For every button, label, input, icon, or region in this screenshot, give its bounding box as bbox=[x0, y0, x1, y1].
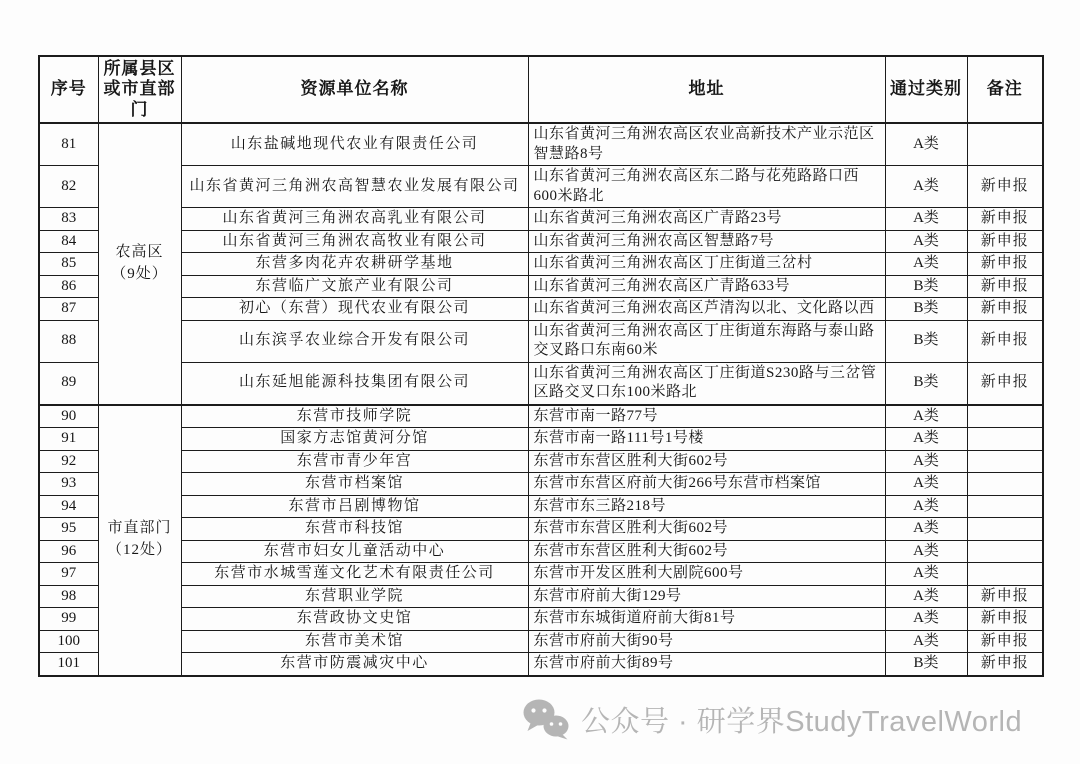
cell-seq: 82 bbox=[39, 166, 98, 208]
col-header-remark: 备注 bbox=[967, 56, 1043, 123]
cell-address: 东营市东三路218号 bbox=[528, 495, 885, 518]
table-row bbox=[39, 653, 1043, 676]
cell-seq: 81 bbox=[39, 123, 98, 166]
cell-seq: 92 bbox=[39, 450, 98, 473]
cell-remark: 新申报 bbox=[967, 320, 1043, 362]
cell-unit-name: 国家方志馆黄河分馆 bbox=[181, 428, 528, 451]
cell-seq: 101 bbox=[39, 653, 98, 676]
cell-address: 东营市南一路77号 bbox=[528, 405, 885, 428]
cell-remark: 新申报 bbox=[967, 253, 1043, 276]
cell-address: 东营市东营区胜利大街602号 bbox=[528, 518, 885, 541]
table-row bbox=[39, 405, 1043, 428]
table-row bbox=[39, 253, 1043, 276]
cell-unit-name: 山东省黄河三角洲农高牧业有限公司 bbox=[181, 230, 528, 253]
cell-category: A类 bbox=[885, 253, 967, 276]
cell-unit-name: 山东盐碱地现代农业有限责任公司 bbox=[181, 123, 528, 166]
cell-seq: 87 bbox=[39, 298, 98, 321]
table-row bbox=[39, 630, 1043, 653]
cell-unit-name: 东营市水城雪莲文化艺术有限责任公司 bbox=[181, 563, 528, 586]
cell-group-label: 农高区 （9处） bbox=[98, 123, 181, 405]
cell-unit-name: 山东省黄河三角洲农高乳业有限公司 bbox=[181, 208, 528, 231]
cell-remark: 新申报 bbox=[967, 608, 1043, 631]
cell-address: 东营市南一路111号1号楼 bbox=[528, 428, 885, 451]
cell-seq: 99 bbox=[39, 608, 98, 631]
table-row bbox=[39, 540, 1043, 563]
cell-unit-name: 东营市美术馆 bbox=[181, 630, 528, 653]
cell-unit-name: 东营市吕剧博物馆 bbox=[181, 495, 528, 518]
cell-unit-name: 东营市技师学院 bbox=[181, 405, 528, 428]
table-row bbox=[39, 166, 1043, 208]
table-row bbox=[39, 473, 1043, 496]
table-row bbox=[39, 495, 1043, 518]
cell-seq: 100 bbox=[39, 630, 98, 653]
cell-address: 东营市府前大街129号 bbox=[528, 585, 885, 608]
cell-seq: 94 bbox=[39, 495, 98, 518]
wechat-icon bbox=[522, 698, 570, 740]
cell-category: A类 bbox=[885, 450, 967, 473]
cell-address: 山东省黄河三角洲农高区东二路与花苑路路口西600米路北 bbox=[528, 166, 885, 208]
table-row bbox=[39, 518, 1043, 541]
cell-seq: 97 bbox=[39, 563, 98, 586]
cell-remark: 新申报 bbox=[967, 362, 1043, 405]
table-row bbox=[39, 320, 1043, 362]
cell-seq: 93 bbox=[39, 473, 98, 496]
cell-address: 东营市东城街道府前大街81号 bbox=[528, 608, 885, 631]
cell-address: 山东省黄河三角洲农高区丁庄街道东海路与泰山路交叉路口东南60米 bbox=[528, 320, 885, 362]
cell-address: 东营市府前大街89号 bbox=[528, 653, 885, 676]
cell-seq: 83 bbox=[39, 208, 98, 231]
col-header-category: 通过类别 bbox=[885, 56, 967, 123]
table-row bbox=[39, 123, 1043, 166]
cell-address: 东营市府前大街90号 bbox=[528, 630, 885, 653]
cell-unit-name: 东营职业学院 bbox=[181, 585, 528, 608]
table-row bbox=[39, 608, 1043, 631]
cell-seq: 86 bbox=[39, 275, 98, 298]
cell-category: A类 bbox=[885, 230, 967, 253]
cell-seq: 89 bbox=[39, 362, 98, 405]
cell-address: 山东省黄河三角洲农高区农业高新技术产业示范区智慧路8号 bbox=[528, 123, 885, 166]
cell-unit-name: 东营市防震减灾中心 bbox=[181, 653, 528, 676]
cell-category: A类 bbox=[885, 608, 967, 631]
cell-address: 山东省黄河三角洲农高区广青路23号 bbox=[528, 208, 885, 231]
cell-unit-name: 山东省黄河三角洲农高智慧农业发展有限公司 bbox=[181, 166, 528, 208]
cell-seq: 91 bbox=[39, 428, 98, 451]
cell-category: B类 bbox=[885, 298, 967, 321]
cell-category: A类 bbox=[885, 495, 967, 518]
cell-unit-name: 初心（东营）现代农业有限公司 bbox=[181, 298, 528, 321]
table-row bbox=[39, 208, 1043, 231]
cell-category: A类 bbox=[885, 208, 967, 231]
cell-address: 山东省黄河三角洲农高区智慧路7号 bbox=[528, 230, 885, 253]
cell-category: A类 bbox=[885, 166, 967, 208]
table-row bbox=[39, 298, 1043, 321]
cell-remark: 新申报 bbox=[967, 275, 1043, 298]
resource-table bbox=[38, 55, 1044, 677]
cell-category: A类 bbox=[885, 123, 967, 166]
cell-remark bbox=[967, 473, 1043, 496]
cell-remark bbox=[967, 495, 1043, 518]
cell-remark: 新申报 bbox=[967, 630, 1043, 653]
cell-address: 山东省黄河三角洲农高区丁庄街道S230路与三岔管区路交叉口东100米路北 bbox=[528, 362, 885, 405]
header-row bbox=[39, 56, 1043, 123]
cell-remark bbox=[967, 518, 1043, 541]
cell-seq: 96 bbox=[39, 540, 98, 563]
table-row bbox=[39, 450, 1043, 473]
cell-category: B类 bbox=[885, 275, 967, 298]
table-row bbox=[39, 362, 1043, 405]
cell-category: A类 bbox=[885, 630, 967, 653]
cell-seq: 85 bbox=[39, 253, 98, 276]
cell-seq: 90 bbox=[39, 405, 98, 428]
cell-unit-name: 东营市妇女儿童活动中心 bbox=[181, 540, 528, 563]
cell-address: 山东省黄河三角洲农高区广青路633号 bbox=[528, 275, 885, 298]
cell-category: B类 bbox=[885, 320, 967, 362]
cell-seq: 88 bbox=[39, 320, 98, 362]
cell-unit-name: 东营临广文旅产业有限公司 bbox=[181, 275, 528, 298]
cell-remark bbox=[967, 563, 1043, 586]
table-row bbox=[39, 428, 1043, 451]
cell-address: 东营市开发区胜利大剧院600号 bbox=[528, 563, 885, 586]
cell-address: 东营市东营区胜利大街602号 bbox=[528, 450, 885, 473]
cell-remark: 新申报 bbox=[967, 298, 1043, 321]
cell-category: A类 bbox=[885, 585, 967, 608]
cell-remark bbox=[967, 405, 1043, 428]
col-header-address: 地址 bbox=[528, 56, 885, 123]
cell-unit-name: 东营市档案馆 bbox=[181, 473, 528, 496]
cell-seq: 84 bbox=[39, 230, 98, 253]
cell-category: A类 bbox=[885, 540, 967, 563]
cell-address: 东营市东营区府前大街266号东营市档案馆 bbox=[528, 473, 885, 496]
cell-remark: 新申报 bbox=[967, 585, 1043, 608]
footer-text: 公众号 · 研学界StudyTravelWorld bbox=[581, 705, 1023, 738]
cell-category: A类 bbox=[885, 518, 967, 541]
cell-remark: 新申报 bbox=[967, 653, 1043, 676]
cell-category: A类 bbox=[885, 428, 967, 451]
cell-unit-name: 东营市青少年宫 bbox=[181, 450, 528, 473]
cell-category: A类 bbox=[885, 405, 967, 428]
cell-seq: 98 bbox=[39, 585, 98, 608]
cell-category: B类 bbox=[885, 362, 967, 405]
cell-remark bbox=[967, 428, 1043, 451]
cell-remark: 新申报 bbox=[967, 166, 1043, 208]
table-row bbox=[39, 275, 1043, 298]
cell-unit-name: 东营政协文史馆 bbox=[181, 608, 528, 631]
cell-group-label: 市直部门 （12处） bbox=[98, 405, 181, 676]
col-header-seq: 序号 bbox=[39, 56, 98, 123]
col-header-district: 所属县区或市直部门 bbox=[98, 56, 181, 123]
cell-category: A类 bbox=[885, 563, 967, 586]
cell-seq: 95 bbox=[39, 518, 98, 541]
cell-remark bbox=[967, 540, 1043, 563]
cell-category: A类 bbox=[885, 473, 967, 496]
cell-remark bbox=[967, 450, 1043, 473]
table-row bbox=[39, 585, 1043, 608]
table-row bbox=[39, 230, 1043, 253]
cell-unit-name: 东营市科技馆 bbox=[181, 518, 528, 541]
cell-address: 山东省黄河三角洲农高区芦清沟以北、文化路以西 bbox=[528, 298, 885, 321]
table-row bbox=[39, 563, 1043, 586]
cell-address: 东营市东营区胜利大街602号 bbox=[528, 540, 885, 563]
cell-unit-name: 东营多肉花卉农耕研学基地 bbox=[181, 253, 528, 276]
cell-remark: 新申报 bbox=[967, 230, 1043, 253]
cell-category: B类 bbox=[885, 653, 967, 676]
cell-address: 山东省黄河三角洲农高区丁庄街道三岔村 bbox=[528, 253, 885, 276]
footer-watermark bbox=[522, 698, 1022, 740]
cell-remark bbox=[967, 123, 1043, 166]
cell-unit-name: 山东滨孚农业综合开发有限公司 bbox=[181, 320, 528, 362]
cell-unit-name: 山东延旭能源科技集团有限公司 bbox=[181, 362, 528, 405]
cell-remark: 新申报 bbox=[967, 208, 1043, 231]
col-header-unit: 资源单位名称 bbox=[181, 56, 528, 123]
